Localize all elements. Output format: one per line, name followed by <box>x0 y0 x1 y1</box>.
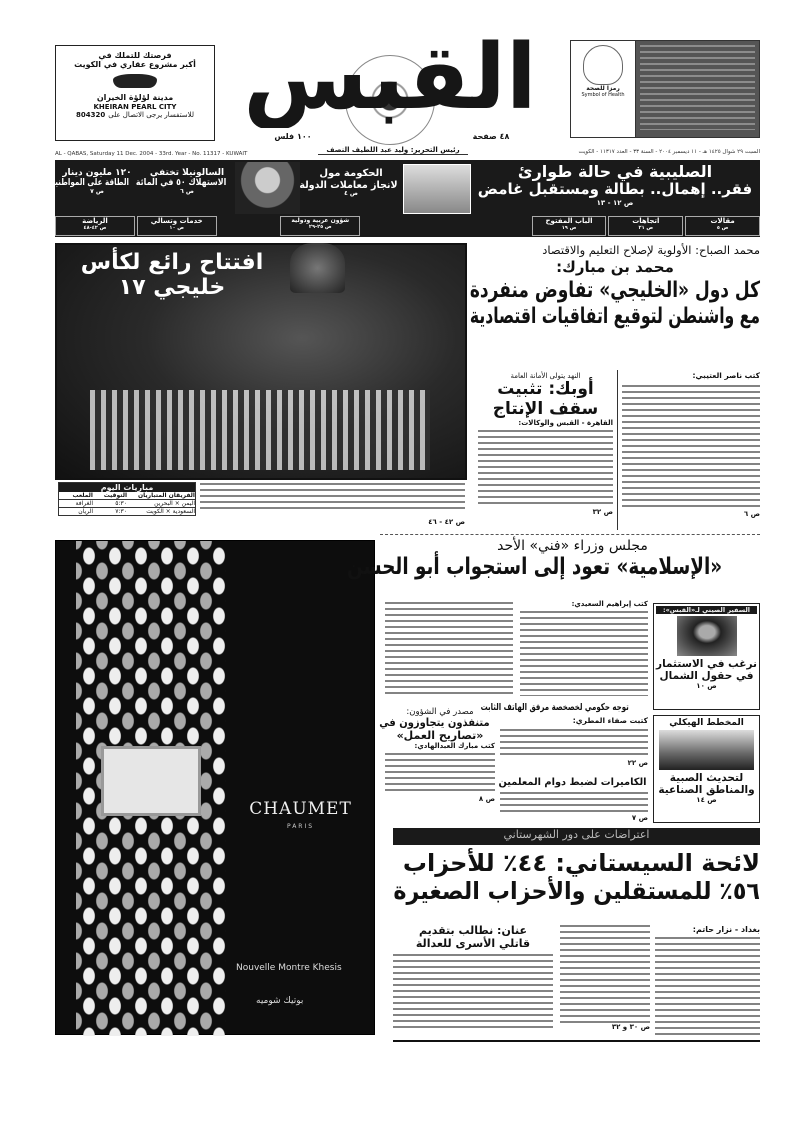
teaser-subtitle: الاستهلاك ٥٠ في المائة <box>135 178 227 189</box>
section-item[interactable]: اتجاهات ص ٢١ <box>608 216 683 236</box>
phone-story[interactable] <box>480 702 648 767</box>
lead-headline1: كل دول «الخليجي» تفاوض منفردة <box>469 278 760 304</box>
minister-photo <box>290 243 345 293</box>
health-tag-en: Symbol of Health <box>581 92 625 98</box>
photo-title-line2: خليجي ١٧ <box>118 275 226 301</box>
phone-byline: كتبت صفاء المطري: <box>572 715 648 725</box>
labour-story[interactable] <box>379 707 495 804</box>
ad-phone: 804320 <box>76 110 106 119</box>
face-portrait-icon <box>583 45 623 85</box>
ad-name-ar: مدينة لؤلؤة الخيران <box>96 93 174 103</box>
teaser-ref: ص ١٢ - ١٣ <box>596 198 634 207</box>
teaser-energy[interactable] <box>48 168 137 196</box>
ad-phone-label: للاستفسار يرجى الاتصال على <box>108 110 194 119</box>
photo-caption <box>200 483 465 513</box>
annan-headline1: عنان: نطالب بتقديم <box>419 924 527 937</box>
box-ref: ص ١٤ <box>696 796 717 805</box>
opec-story[interactable] <box>478 372 613 516</box>
islamic-body <box>520 600 648 696</box>
islamic-byline: كتب إبراهيم السعيدي: <box>571 600 648 608</box>
labour-ref: ص ٨ <box>478 795 495 804</box>
opec-ref: ص ٣٢ <box>592 508 613 517</box>
islamic-body-col2 <box>385 602 513 697</box>
teaser-government[interactable] <box>299 168 400 198</box>
lead-body <box>622 372 760 518</box>
lead-story[interactable] <box>470 243 760 329</box>
chaumet-city: PARIS <box>286 823 315 830</box>
match-row: اليمن × البحرين ٥:٣٠ الغرافة <box>59 500 195 508</box>
lead-speaker: محمد بن مبارك: <box>556 258 674 276</box>
section-item[interactable]: الباب المفتوح ص ١٩ <box>532 216 607 236</box>
health-ad[interactable] <box>570 40 760 138</box>
cameras-ref: ص ٧ <box>631 813 648 822</box>
chaumet-ad[interactable] <box>55 540 375 1035</box>
photo-title <box>62 250 282 301</box>
teaser-title: الصليبية في حالة طوارئ <box>517 162 713 181</box>
health-tag-ar: رمزا للصحة <box>586 85 620 92</box>
chinese-ambassador-box[interactable] <box>653 603 760 710</box>
lead-headline2: مع واشنطن لتوقيع اتفاقيات اقتصادية <box>469 303 760 329</box>
box-title2: والمناطق الصناعية <box>658 784 755 797</box>
photo-ref: ص ٤٢ - ٤٦ <box>428 518 465 526</box>
section-item[interactable]: شؤون عربية ودولية ص ٢٥-٢٩ <box>280 216 360 236</box>
teaser-subtitle: الطاقة على المواطنين <box>48 178 129 189</box>
sistani-bar: اعتراضات على دور الشهرستاني <box>393 828 760 845</box>
industrial-photo <box>659 730 754 770</box>
bottom-rule <box>393 1040 760 1042</box>
box-title1: نرغب في الاستثمار <box>656 658 757 670</box>
sistani-ref: ص ٣٠ و ٣٢ <box>611 1023 650 1031</box>
lead-ref: ص ٦ <box>743 509 760 518</box>
teaser-title: السالونيلا تختفي <box>149 168 225 178</box>
english-dateline: AL - QABAS, Saturday 11 Dec. 2004 - 33rd. Year - No. 11317 - KUWAIT <box>55 151 248 157</box>
annan-story[interactable] <box>393 925 553 1029</box>
teaser-subtitle: لانجاز معاملات الدولة <box>299 179 398 191</box>
newspaper-logo: القبس <box>243 28 537 128</box>
section-item[interactable]: خدمات وتسالي ص ١٠ <box>137 216 217 236</box>
cameras-story[interactable] <box>500 777 648 822</box>
box-ref: ص ١٠ <box>696 682 717 691</box>
ad-name-en: KHEIRAN PEARL CITY <box>93 102 177 111</box>
master-plan-box[interactable] <box>653 715 760 823</box>
teaser-ref: ص ٦ <box>180 187 194 195</box>
editor-line: رئيس التحرير: وليد عبد اللطيف النصف <box>318 146 468 155</box>
teaser-subtitle: فقر.. إهمال.. بطالة ومستقبل غامض <box>477 180 753 199</box>
islamic-kicker: مجلس وزراء «فني» الأحد <box>497 538 648 554</box>
photo-title-line1: افتتاح رائع لكأس <box>80 250 264 275</box>
labour-byline: كتب مبارك العبدالهادي: <box>414 742 495 751</box>
page-count: ٤٨ صفحة <box>472 132 510 141</box>
sheikh-portrait <box>235 162 300 214</box>
opec-byline: القاهرة - القبس والوكالات: <box>518 419 613 428</box>
sistani-headline2: ٥٦٪ للمستقلين والأحزاب الصغيرة <box>393 876 760 905</box>
section-index <box>55 216 760 236</box>
box-kicker: المخطط الهيكلي <box>669 718 744 728</box>
box-title1: لتحديث الصبية <box>669 772 744 785</box>
labour-headline1: متنفذون يتجاوزون في <box>379 716 490 729</box>
opec-headline2: سقف الإنتاج <box>492 398 599 419</box>
kheiran-pearl-ad[interactable] <box>55 45 215 141</box>
chaumet-boutique: بوتيك شوميه <box>256 996 304 1006</box>
price: ١٠٠ فلس <box>274 132 312 141</box>
teaser-title: ١٢٠ مليون دينار <box>62 168 132 178</box>
section-item[interactable]: الرياضة ص ٤٢-٤٨ <box>55 216 135 236</box>
watch-face <box>101 746 201 816</box>
teaser-title: الحكومة مول <box>319 168 383 179</box>
sistani-headline1: لائحة السيستاني: ٤٤٪ للأحزاب <box>402 849 760 877</box>
ad-line1: فرصتك للتملك في <box>98 51 172 60</box>
wave-logo-icon <box>113 74 157 88</box>
box-kicker: السفير الصيني لـ«القبس»: <box>656 606 757 614</box>
opec-kicker: النهد يتولى الأمانة العامة <box>510 372 581 380</box>
chaumet-brand: CHAUMET <box>249 799 352 819</box>
islamic-story[interactable] <box>347 538 760 580</box>
matches-title: مباريات اليوم <box>59 483 195 492</box>
ambassador-photo <box>677 616 737 656</box>
sistani-byline: بغداد - نزار حاتم: <box>692 925 760 934</box>
teaser-sulaibiya[interactable] <box>475 163 755 207</box>
opec-headline1: أوبك: تثبيت <box>497 379 594 399</box>
cameras-headline: الكاميرات لضبط دوام المعلمين <box>498 777 647 788</box>
islamic-headline: «الإسلامية» تعود إلى استجواب أبو الحسن <box>347 554 723 580</box>
box-title2: في حقول الشمال <box>659 670 754 683</box>
crowd-graphic <box>90 390 430 470</box>
chaumet-model: Nouvelle Montre Khesis <box>236 963 342 973</box>
sistani-body-col2 <box>560 925 650 1031</box>
sulaibiya-photo <box>403 164 471 214</box>
lead-kicker: محمد الصباح: الأولوية لإصلاح التعليم والاقتصاد <box>542 243 760 257</box>
teaser-salonella[interactable] <box>135 168 232 196</box>
labour-kicker: مصدر في الشؤون: <box>406 707 474 717</box>
sistani-story[interactable] <box>393 850 760 905</box>
match-row: السعودية × الكويت ٧:٣٠ الريان <box>78 508 195 516</box>
teaser-ref: ص ٤ <box>344 190 358 197</box>
sistani-body <box>655 925 760 1037</box>
ad-line2: أكبر مشروع عقاري في الكويت <box>74 60 196 70</box>
teaser-ref: ص ٧ <box>90 187 104 195</box>
divider <box>380 534 760 535</box>
matches-table: مباريات اليوم الفريقان المتباريان التوقيت الملعب اليمن × البحرين ٥:٣٠ الغرافة السعودية × الكويت ٧:٣٠ الريان <box>58 482 196 516</box>
phone-headline: توجه حكومي لخصخصة مرفق الهاتف الثابت <box>480 702 629 713</box>
annan-headline2: قاتلي الأسرى للعدالة <box>415 936 531 950</box>
section-item[interactable]: مقالات ص ٥ <box>685 216 760 236</box>
lead-byline: كتب ناصر العتيبي: <box>692 371 760 380</box>
phone-ref: ص ٢٢ <box>627 758 648 767</box>
arabic-dateline: السبت ٢٩ شوال ١٤٢٥ هـ - ١١ ديسمبر ٢٠٠٤ - السنة ٣٣ - العدد ١١٣١٧ - الكويت <box>578 149 760 155</box>
labour-headline2: «تصاريح العمل» <box>396 728 484 742</box>
